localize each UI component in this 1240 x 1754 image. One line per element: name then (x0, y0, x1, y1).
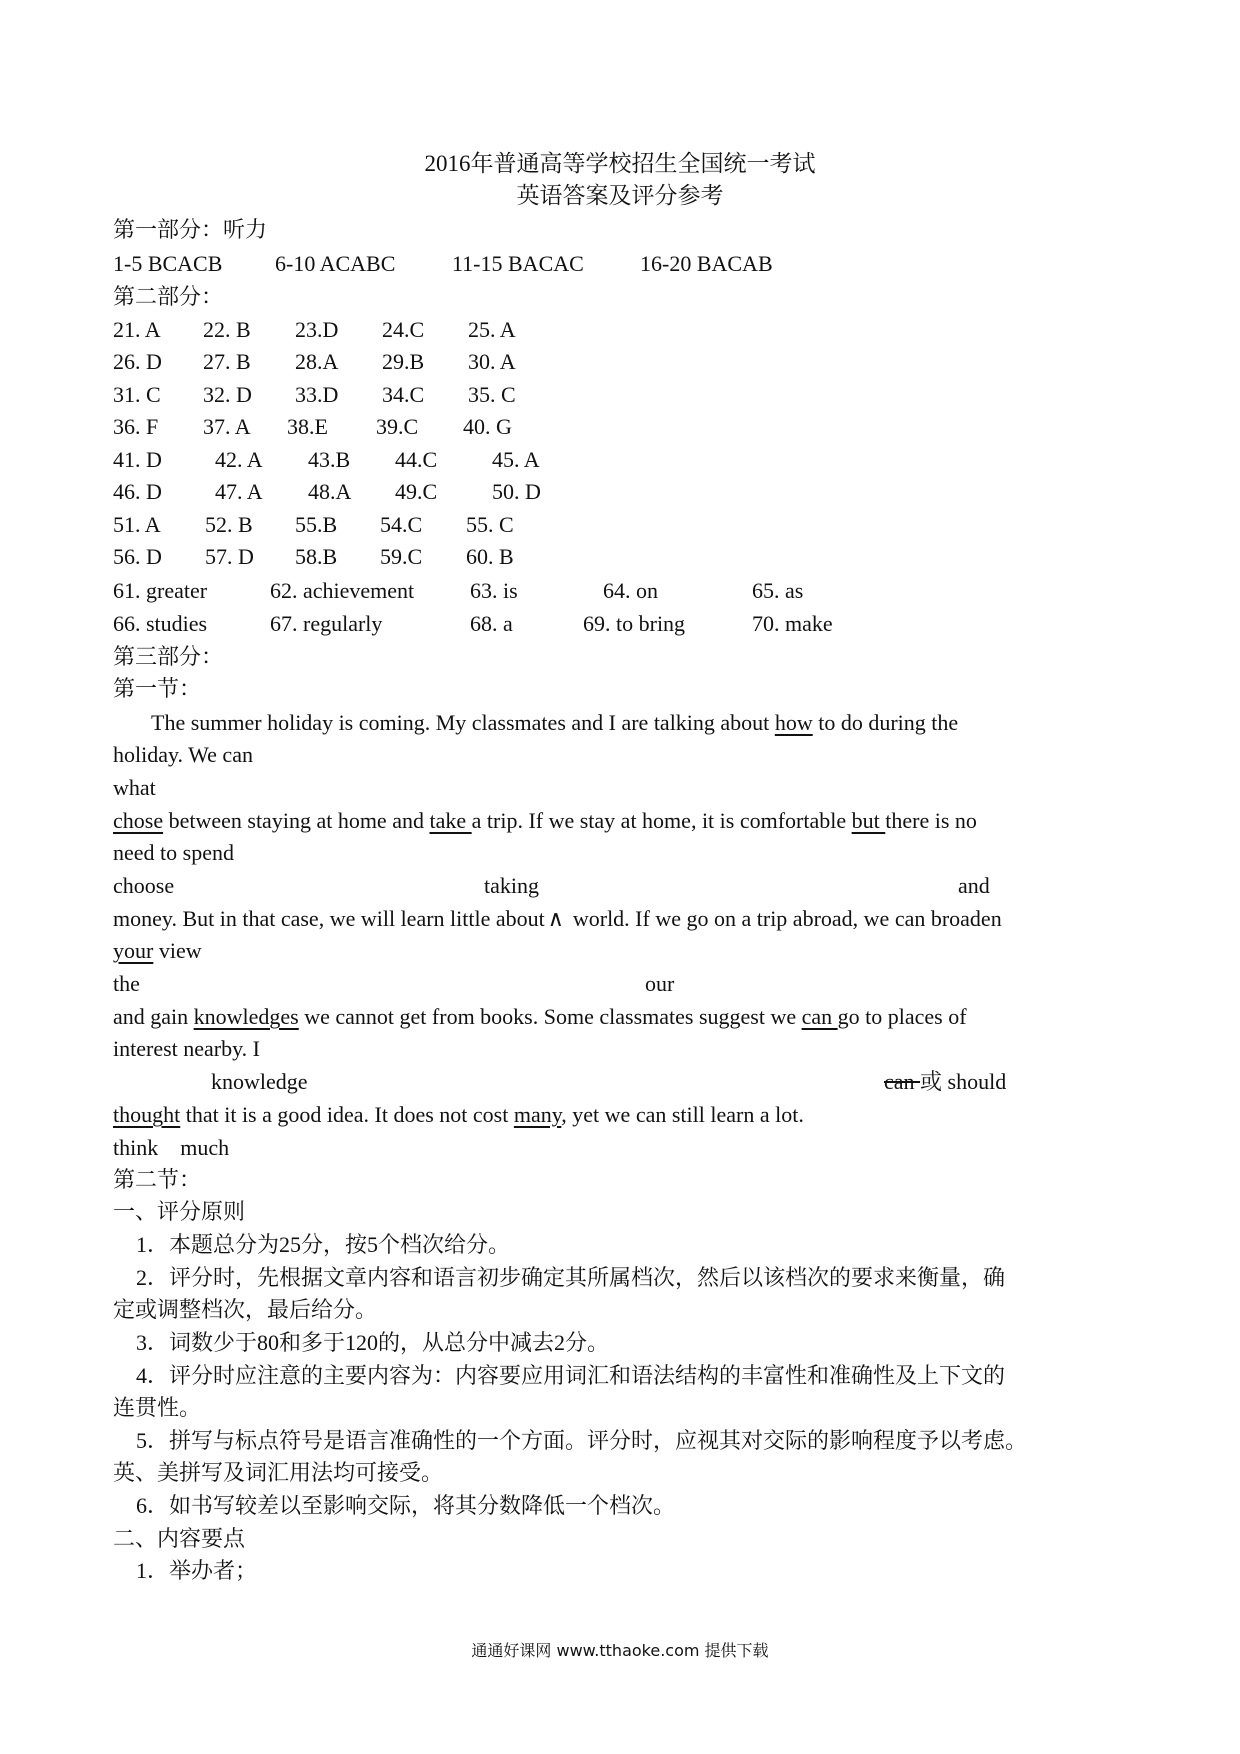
answer-cell: 61. greater (113, 578, 208, 603)
deleted-word: can (884, 1069, 921, 1094)
answer-cell: 66. studies (113, 611, 208, 636)
answer-cell: 24.C (382, 317, 425, 342)
answer-cell: 47. A (215, 479, 263, 504)
correction-word: what (113, 775, 156, 800)
answer-cell: 23.D (295, 317, 339, 342)
answer-cell: 49.C (395, 479, 438, 504)
essay-line: chose between staying at home and take a trip. If we stay at home, it is comfortable but there is no (113, 808, 977, 833)
part1-heading: 第一部分：听力 (113, 217, 268, 242)
part1-answer: 16-20 BACAB (640, 251, 773, 276)
answer-cell: 67. regularly (270, 611, 383, 636)
essay-line: holiday. We can (113, 742, 253, 767)
correction-word: the (113, 971, 140, 996)
essay-line: and gain knowledges we cannot get from books. Some classmates suggest we can go to places of (113, 1004, 967, 1029)
error-mark: can (801, 1004, 838, 1029)
answer-cell: 68. a (470, 611, 513, 636)
answer-cell: 41. D (113, 447, 162, 472)
answer-cell: 51. A (113, 512, 161, 537)
answer-cell: 27. B (203, 349, 251, 374)
error-mark: thought (113, 1102, 181, 1127)
answer-cell: 28.A (295, 349, 339, 374)
principle-item: 5．拼写与标点符号是语言准确性的一个方面。评分时，应视其对交际的影响程度予以考虑。 (136, 1428, 1028, 1453)
part3-heading: 第三部分： (113, 644, 224, 669)
answer-cell: 65. as (752, 578, 804, 603)
answer-cell: 48.A (308, 479, 352, 504)
footer-credit: 通通好课网 www.tthaoke.com 提供下载 (471, 1641, 769, 1660)
principle-item: 定或调整档次，最后给分。 (113, 1297, 378, 1322)
principle-item: 2．评分时，先根据文章内容和语言初步确定其所属档次，然后以该档次的要求来衡量，确 (136, 1265, 1006, 1290)
answer-cell: 56. D (113, 544, 162, 569)
error-mark: chose (113, 808, 164, 833)
correction-word: choose (113, 873, 175, 898)
answer-cell: 25. A (468, 317, 516, 342)
essay-line: thought that it is a good idea. It does not cost many, yet we can still learn a lot. (113, 1102, 804, 1127)
answer-cell: 40. G (463, 414, 512, 439)
answer-cell: 69. to bring (583, 611, 686, 636)
error-mark: many (513, 1102, 562, 1127)
answer-cell: 32. D (203, 382, 252, 407)
answer-cell: 33.D (295, 382, 339, 407)
answer-cell: 37. A (203, 414, 251, 439)
principle-item: 英、美拼写及词汇用法均可接受。 (113, 1460, 444, 1485)
answer-cell: 58.B (295, 544, 338, 569)
correction-word: knowledge (211, 1069, 308, 1094)
error-mark: how (774, 710, 813, 735)
essay-line: your view (113, 938, 202, 963)
part2-heading: 第二部分： (113, 284, 224, 309)
answer-cell: 54.C (380, 512, 423, 537)
document-title: 2016年普通高等学校招生全国统一考试 (424, 151, 816, 176)
answer-cell: 38.E (287, 414, 328, 439)
answer-cell: 59.C (380, 544, 423, 569)
content-point: 1．举办者； (136, 1558, 258, 1583)
answer-cell: 55. C (466, 512, 514, 537)
answer-cell: 36. F (113, 414, 159, 439)
answer-cell: 35. C (468, 382, 516, 407)
answer-cell: 34.C (382, 382, 425, 407)
content-heading: 二、内容要点 (113, 1526, 246, 1551)
answer-cell: 63. is (470, 578, 518, 603)
essay-line: The summer holiday is coming. My classmates and I are talking about how to do during the (151, 710, 959, 735)
essay-line: interest nearby. I (113, 1036, 261, 1061)
answer-cell: 46. D (113, 479, 162, 504)
principle-item: 6．如书写较差以至影响交际，将其分数降低一个档次。 (136, 1493, 676, 1518)
principle-item: 1．本题总分为25分，按5个档次给分。 (136, 1232, 511, 1257)
section1-heading: 第一节： (113, 676, 202, 701)
answer-cell: 39.C (376, 414, 419, 439)
principle-item: 4．评分时应注意的主要内容为：内容要应用词汇和语法结构的丰富性和准确性及上下文的 (136, 1363, 1006, 1388)
answer-cell: 22. B (203, 317, 251, 342)
answer-cell: 21. A (113, 317, 161, 342)
answer-cell: 30. A (468, 349, 516, 374)
correction-word: think much (113, 1135, 230, 1160)
answer-cell: 60. B (466, 544, 514, 569)
answer-cell: 50. D (492, 479, 541, 504)
answer-cell: 64. on (603, 578, 658, 603)
principles-heading: 一、评分原则 (113, 1199, 246, 1224)
correction-word: taking (484, 873, 539, 898)
error-mark: knowledges (193, 1004, 299, 1029)
answer-cell: 43.B (308, 447, 351, 472)
part1-answer: 11-15 BACAC (452, 251, 584, 276)
principle-item: 连贯性。 (113, 1395, 202, 1420)
part1-answer: 6-10 ACABC (275, 251, 396, 276)
answer-cell: 57. D (205, 544, 254, 569)
answer-cell: 44.C (395, 447, 438, 472)
essay-line: need to spend (113, 840, 234, 865)
section2-heading: 第二节： (113, 1167, 202, 1192)
answer-cell: 29.B (382, 349, 425, 374)
document-subtitle: 英语答案及评分参考 (516, 183, 724, 208)
correction-word: and (958, 873, 990, 898)
insert-mark: ∧ (547, 906, 564, 931)
part1-answer: 1-5 BCACB (113, 251, 223, 276)
answer-cell: 42. A (215, 447, 263, 472)
answer-cell: 55.B (295, 512, 338, 537)
error-mark: take (429, 808, 472, 833)
answer-cell: 52. B (205, 512, 253, 537)
error-mark: your (113, 938, 154, 963)
answer-cell: 26. D (113, 349, 162, 374)
answer-cell: 45. A (492, 447, 540, 472)
essay-line: money. But in that case, we will learn little about ∧ world. If we go on a trip abroad, we can broaden (113, 906, 1002, 931)
principle-item: 3．词数少于80和多于120的，从总分中减去2分。 (136, 1330, 610, 1355)
answer-cell: 70. make (752, 611, 833, 636)
correction-word: our (645, 971, 675, 996)
answer-cell: 31. C (113, 382, 161, 407)
answer-cell: 62. achievement (270, 578, 415, 603)
error-mark: but (851, 808, 886, 833)
correction-word: can 或 should (884, 1069, 1007, 1094)
